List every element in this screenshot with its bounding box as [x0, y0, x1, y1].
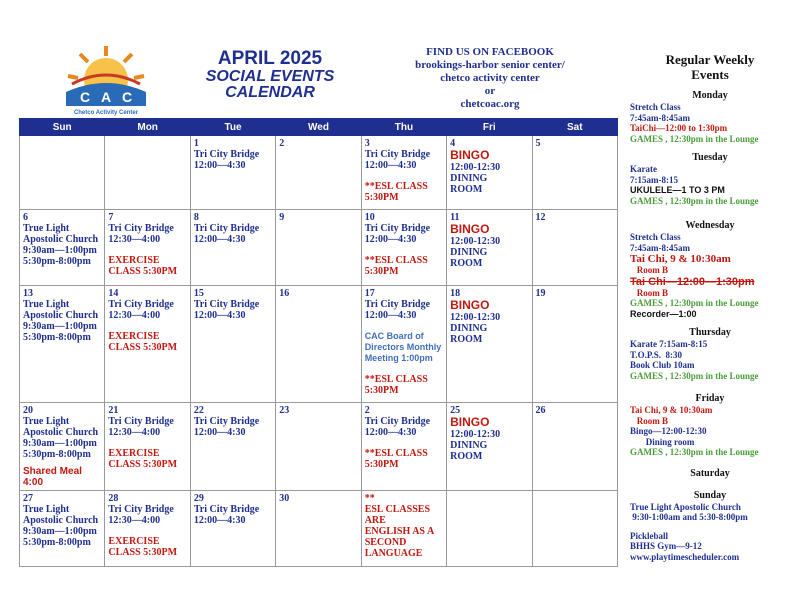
event-line: 9:30am—1:00pm [23, 245, 97, 256]
event-line: Meeting 1:00pm [364, 353, 433, 363]
day-number: 12 [535, 212, 546, 223]
day-number: 29 [193, 493, 204, 504]
event-line: DINING [450, 173, 488, 184]
event-line: 12:00—4:30 [193, 160, 246, 171]
weekday-header: Mon [105, 119, 190, 136]
event-line: ROOM [450, 184, 483, 195]
day-number: 19 [535, 288, 546, 299]
event-line: DINING [450, 440, 488, 451]
event-line: 9:30am—1:00pm [23, 438, 97, 449]
event-line: Tri City Bridge [193, 416, 260, 427]
day-cell [105, 403, 190, 491]
event-line: 12:00—4:30 [193, 234, 246, 245]
event-line: ROOM [450, 451, 483, 462]
event-line: 5:30PM [364, 385, 399, 396]
event-line: 9:30am—1:00pm [23, 526, 97, 537]
event-line: 12:00—4:30 [193, 310, 246, 321]
event-line: 12:00-12:30 [450, 429, 501, 440]
weekly-event-line: 7:15am-8:15 [630, 174, 678, 185]
weekly-event-line: Stretch Class [630, 232, 681, 242]
spacer [365, 321, 443, 331]
weekday-heading: Sunday [693, 489, 727, 501]
day-number: 10 [364, 212, 375, 223]
event-line: Tri City Bridge [364, 416, 431, 427]
weekday-heading: Wednesday [685, 220, 735, 231]
weekday-header: Thu [361, 119, 446, 136]
weekday-heading: Tuesday [692, 152, 728, 163]
calendar-grid [19, 118, 618, 567]
event-line: SECOND [364, 537, 407, 548]
weekly-event-line: Room B [630, 287, 668, 298]
day-number: 18 [450, 288, 461, 299]
weekly-event-line: GAMES , 12:30pm in the Lounge [630, 133, 759, 144]
day-cell [190, 210, 275, 286]
event-line: Tri City Bridge [364, 149, 431, 160]
day-cell [532, 136, 617, 210]
find-line: brookings-harbor senior center/ [415, 59, 565, 71]
weekly-event-line: www.playtimescheduler.com [630, 551, 740, 562]
find-line: FIND US ON FACEBOOK [426, 46, 554, 58]
event-line: Tri City Bridge [108, 504, 174, 515]
day-cell [276, 286, 361, 403]
facebook-info [400, 46, 580, 111]
event-line: 12:00-12:30 [450, 162, 501, 173]
event-line: 5:30pm-8:00pm [23, 537, 91, 548]
event-line: **ESL CLASS [364, 374, 428, 385]
event-line: DINING [450, 323, 488, 334]
weekly-event-line: TaiChi—12:00 to 1:30pm [630, 123, 728, 133]
spacer [630, 381, 790, 393]
event-line: Apostolic Church [23, 310, 99, 321]
event-line: EXERCISE [108, 536, 160, 547]
day-number: 23 [279, 405, 290, 416]
day-number: 5 [535, 138, 541, 149]
event-line: **ESL CLASS [364, 255, 428, 266]
weekly-event-line: Room B [630, 265, 668, 275]
event-line: 5:30pm-8:00pm [23, 449, 91, 460]
weekly-events-panel [630, 52, 790, 562]
day-cell [190, 491, 275, 567]
day-cell [276, 136, 361, 210]
event-line: 5:30PM [364, 192, 399, 203]
day-number: 30 [279, 493, 290, 504]
day-cell [105, 286, 190, 403]
event-line: EXERCISE [108, 448, 160, 459]
spacer [630, 480, 790, 490]
weekly-event-line: GAMES , 12:30pm in the Lounge [630, 298, 759, 308]
event-line: Tri City Bridge [193, 504, 260, 515]
event-line: True Light [23, 223, 70, 234]
day-cell [532, 491, 617, 567]
weekday-header: Fri [447, 119, 532, 136]
title-month: APRIL 2025 [217, 48, 323, 69]
event-line: Tri City Bridge [193, 149, 260, 160]
weekly-event-line: Tai Chi, 9 & 10:30am [630, 405, 713, 415]
weekly-event-line: Recorder—1:00 [630, 308, 697, 319]
day-cell [20, 136, 105, 210]
event-line: BINGO [450, 222, 490, 236]
weekly-event-line: Stretch Class [630, 102, 681, 112]
day-cell [20, 210, 105, 286]
weekly-event-line: Karate [630, 164, 657, 174]
spacer [108, 438, 186, 448]
day-cell [276, 210, 361, 286]
day-cell [20, 286, 105, 403]
event-line: Apostolic Church [23, 515, 99, 526]
day-number: 21 [108, 405, 119, 416]
day-cell [105, 136, 190, 210]
weekly-event-line: True Light Apostolic Church [630, 501, 741, 512]
event-line: 5:30pm-8:00pm [23, 332, 91, 343]
day-cell [20, 491, 105, 567]
find-line: chetco activity center [440, 72, 540, 84]
event-line: CLASS 5:30PM [108, 266, 178, 277]
event-line: 12:00—4:30 [193, 427, 246, 438]
day-cell [105, 210, 190, 286]
weekday-header-row [20, 119, 618, 136]
day-cell [361, 136, 446, 210]
weekday-header: Tue [190, 119, 275, 136]
day-number: 8 [193, 212, 199, 223]
weekly-event-line: UKULELE—1 TO 3 PM [630, 185, 725, 195]
weekday-header: Sat [532, 119, 617, 136]
spacer [630, 206, 790, 220]
event-line: Tri City Bridge [108, 223, 174, 234]
weekly-event-line: Bingo—12:00-12:30 [630, 426, 707, 436]
event-line: 5:30PM [364, 266, 399, 277]
day-number: 1 [193, 138, 199, 149]
event-line: 12:00—4:30 [364, 160, 417, 171]
event-line: CAC Board of [364, 331, 424, 341]
day-cell [276, 491, 361, 567]
day-cell [447, 210, 532, 286]
day-number: 6 [23, 212, 28, 223]
spacer [108, 245, 186, 255]
event-line: LANGUAGE [364, 548, 423, 559]
event-line: Tri City Bridge [364, 299, 431, 310]
event-line: BINGO [450, 148, 490, 162]
weekly-title: Regular Weekly [665, 52, 755, 67]
spacer [630, 319, 790, 327]
event-line: Tri City Bridge [193, 223, 260, 234]
day-cell [190, 286, 275, 403]
event-line: 12:00—4:30 [364, 310, 417, 321]
day-cell [447, 491, 532, 567]
event-line: **ESL CLASS [364, 181, 428, 192]
weekly-event-line: 7:45am-8:45am [630, 112, 690, 123]
weekday-header: Wed [276, 119, 361, 136]
event-line: BINGO [450, 298, 490, 312]
day-number: 28 [108, 493, 119, 504]
weekly-event-line: Pickleball [630, 530, 668, 541]
find-line: or [484, 85, 496, 97]
event-line: 12:00—4:30 [364, 234, 417, 245]
event-line: 12:30—4:00 [108, 515, 161, 526]
cac-logo [58, 44, 154, 116]
weekly-event-line: T.O.P.S. 8:30 [630, 349, 683, 360]
event-line: EXERCISE [108, 255, 160, 266]
day-number: 22 [193, 405, 204, 416]
weekly-event-line: GAMES , 12:30pm in the Lounge [630, 447, 759, 457]
weekday-heading: Monday [692, 90, 728, 101]
weekly-event-line: Book Club 10am [630, 360, 695, 370]
day-number: 20 [23, 405, 33, 416]
week-row [20, 286, 618, 403]
event-line: BINGO [450, 415, 490, 429]
day-number: 14 [108, 288, 119, 299]
calendar-title [180, 48, 360, 101]
event-line: Apostolic Church [23, 427, 99, 438]
day-number: 15 [193, 288, 204, 299]
spacer [630, 523, 790, 531]
day-number: 7 [108, 212, 114, 223]
weekly-event-line: Room B [630, 415, 668, 426]
day-number: 25 [450, 405, 461, 416]
event-line: **ESL CLASS [364, 448, 428, 459]
weekly-event-line: GAMES , 12:30pm in the Lounge [630, 370, 759, 381]
day-number: 26 [535, 405, 546, 416]
event-line: ENGLISH AS A [364, 526, 435, 537]
day-number: 2 [279, 138, 285, 149]
event-line: Tri City Bridge [193, 299, 260, 310]
day-cell [532, 210, 617, 286]
svg-text:C: C [80, 89, 91, 105]
day-number: 4 [450, 138, 456, 149]
week-row [20, 403, 618, 491]
day-cell [447, 403, 532, 491]
event-line: ROOM [450, 258, 483, 269]
event-line: 12:00-12:30 [450, 236, 501, 247]
spacer [108, 321, 186, 331]
event-line: Apostolic Church [23, 234, 99, 245]
day-number: 11 [450, 212, 460, 223]
event-line: 12:00—4:30 [193, 515, 246, 526]
event-line: 9:30am—1:00pm [23, 321, 97, 332]
title-line3: CALENDAR [225, 84, 315, 101]
spacer [365, 171, 443, 181]
find-line: chetcoac.org [460, 98, 520, 110]
event-line: 5:30PM [364, 459, 399, 470]
weekly-event-line: 7:45am-8:45am [630, 242, 690, 253]
event-line: Shared Meal 4:00 [23, 466, 82, 488]
day-number: 9 [279, 212, 285, 223]
event-line: DINING [450, 247, 488, 258]
event-line: Tri City Bridge [108, 299, 174, 310]
day-cell [361, 210, 446, 286]
svg-text:C: C [122, 89, 133, 105]
day-number: ** [364, 493, 375, 504]
weekday-heading: Saturday [690, 467, 730, 479]
day-cell [105, 491, 190, 567]
day-cell [361, 286, 446, 403]
day-cell [361, 491, 446, 567]
week-row [20, 491, 618, 567]
event-line: 5:30pm-8:00pm [23, 256, 91, 267]
day-cell [361, 403, 446, 491]
day-cell [276, 403, 361, 491]
day-cell [190, 403, 275, 491]
event-line: EXERCISE [108, 331, 160, 342]
weekday-header: Sun [20, 119, 105, 136]
event-line: Directors Monthly [364, 342, 442, 352]
spacer [630, 144, 790, 152]
event-line: CLASS 5:30PM [108, 547, 178, 558]
event-line: CLASS 5:30PM [108, 459, 178, 470]
svg-text:A: A [101, 89, 112, 105]
event-line: Tri City Bridge [364, 223, 431, 234]
event-line: ESL CLASSES ARE [364, 504, 431, 526]
weekly-event-line: 9:30-1:00am and 5:30-8:00pm [630, 512, 748, 522]
spacer [365, 438, 443, 448]
weekly-event-line: Karate 7:15am-8:15 [630, 339, 708, 349]
weekly-event-line: BHHS Gym—9-12 [630, 541, 702, 551]
event-line: 12:30—4:00 [108, 427, 161, 438]
weekly-event-line: Tai Chi, 9 & 10:30am [630, 253, 731, 265]
event-line: 12:30—4:00 [108, 310, 161, 321]
svg-text:Chetco Activity Center: Chetco Activity Center [73, 110, 139, 116]
event-line: 12:30—4:00 [108, 234, 161, 245]
weekday-heading: Friday [695, 393, 725, 404]
event-line: Tri City Bridge [108, 416, 174, 427]
day-number: 3 [364, 138, 370, 149]
event-line: ROOM [450, 334, 483, 345]
day-number: 16 [279, 288, 290, 299]
day-cell [447, 286, 532, 403]
day-number: 27 [23, 493, 33, 504]
weekly-title-sub: Events [691, 67, 729, 82]
spacer [365, 245, 443, 255]
day-cell [20, 403, 105, 491]
event-line: 12:00—4:30 [364, 427, 417, 438]
weekly-event-line: Dining room [630, 436, 695, 447]
weekly-event-line: GAMES , 12:30pm in the Lounge [630, 195, 759, 206]
spacer [630, 458, 790, 468]
day-number: 17 [364, 288, 375, 299]
week-row [20, 210, 618, 286]
event-line: 12:00-12:30 [450, 312, 501, 323]
event-line: CLASS 5:30PM [108, 342, 178, 353]
weekday-heading: Thursday [689, 327, 731, 338]
event-line: True Light [23, 299, 70, 310]
day-cell [190, 136, 275, 210]
title-line2: SOCIAL EVENTS [205, 68, 335, 85]
day-cell [532, 286, 617, 403]
week-row [20, 136, 618, 210]
weekly-event-line: Tai Chi—12:00—1:30pm [630, 275, 755, 288]
event-line: True Light [23, 504, 70, 515]
spacer [365, 364, 443, 374]
day-cell [447, 136, 532, 210]
day-number: 13 [23, 288, 33, 299]
spacer [630, 82, 790, 90]
event-line: True Light [23, 416, 70, 427]
spacer [108, 526, 186, 536]
day-number: 2 [364, 405, 370, 416]
day-cell [532, 403, 617, 491]
